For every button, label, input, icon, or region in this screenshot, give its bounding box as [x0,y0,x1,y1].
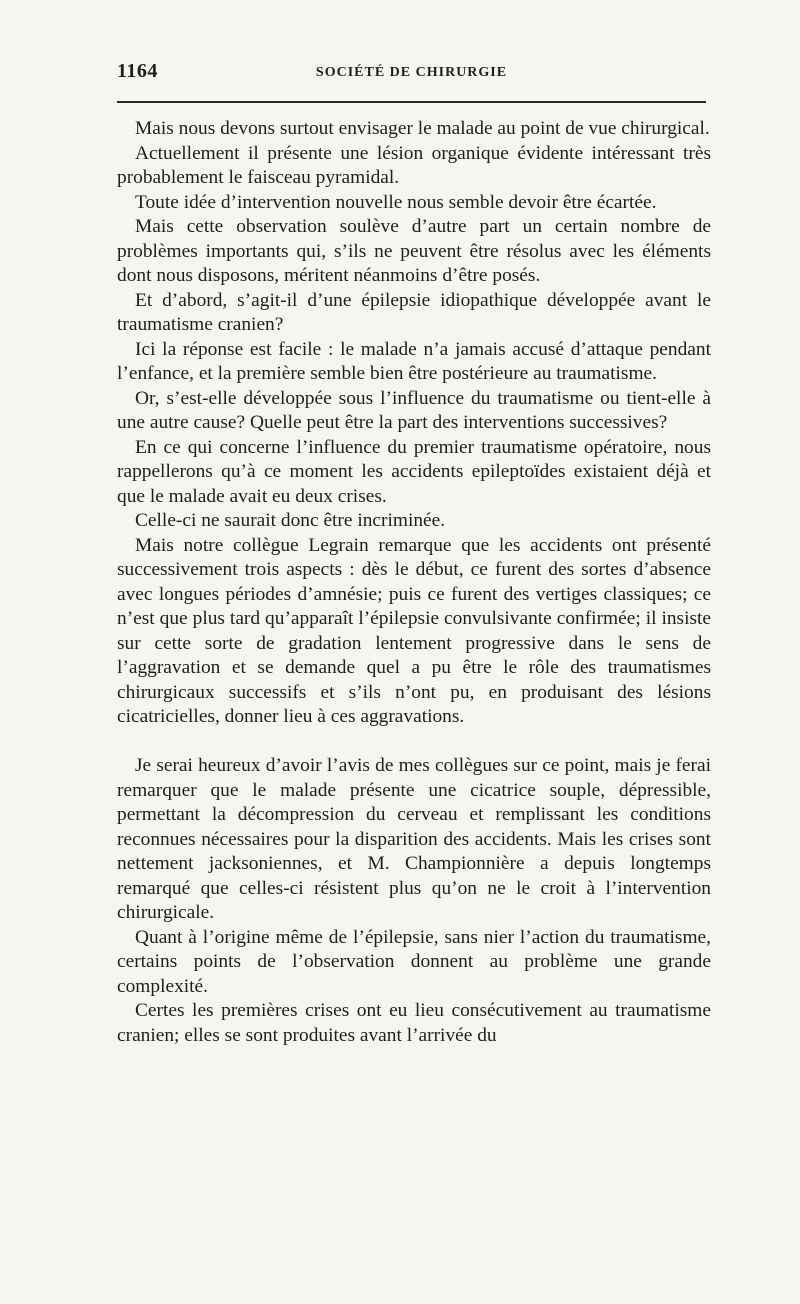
body-text [117,117,711,1048]
paragraph: Celle-ci ne saurait donc être incriminée. [135,510,446,531]
paragraph: Toute idée d’intervention nouvelle nous semble devoir être écartée. [135,191,657,213]
page-number: 1164 [117,60,158,82]
paragraph: Mais nous devons surtout envisager le malade au point de vue chirurgical. [135,118,710,139]
running-title: SOCIÉTÉ DE CHIRURGIE [315,65,508,80]
paragraph: Ici la réponse est facile : le malade n’a jamais accusé d’attaque pendant l’enfance, et la première semble bien être postérieure au traumatisme. [117,338,711,384]
paragraph: Actuellement il présente une lésion organique évidente intéressant très probablement le faisceau pyramidal. [117,142,711,188]
paragraph: Or, s’est-elle développée sous l’influence du traumatisme ou tient-elle à une autre cause? Quelle peut être la part des interventions successives? [117,387,711,433]
paragraph: Mais cette observation soulève d’autre part un certain nombre de problèmes importants qui, s’ils ne peuvent être résolus avec les éléments dont nous disposons, méritent néanmoins d’être posés. [117,216,711,286]
paragraph: Certes les premières crises ont eu lieu consécutivement au traumatisme cranien; elles se sont produites avant l’arrivée du [117,1000,711,1046]
paragraph: Je serai heureux d’avoir l’avis de mes collègues sur ce point, mais je ferai remarquer que le malade présente une cicatrice souple, dépressible, permettant la décompression du cerveau et remplissant les conditions reconnues nécessaires pour la disparition des accidents. Mais les crises sont nettement jacksoniennes, et M. Championnière a depuis longtemps remarqué que celles-ci résistent plus qu’on ne le croit à l’intervention chirurgicale. [117,755,711,923]
page-header [117,58,706,88]
paragraph: En ce qui concerne l’influence du premier traumatisme opératoire, nous rappellerons qu’à ce moment les accidents epileptoïdes existaient déjà et que le malade avait eu deux crises. [117,436,711,507]
paragraph: Quant à l’origine même de l’épilepsie, sans nier l’action du traumatisme, certains points de l’observation donnent au problème une grande complexité. [117,926,711,997]
paragraph: Et d’abord, s’agit-il d’une épilepsie idiopathique développée avant le traumatisme cranien? [117,289,711,335]
header-rule [117,101,706,103]
paragraph: Mais notre collègue Legrain remarque que les accidents ont présenté successivement trois aspects : dès le début, ce furent des sortes d’absence avec longues périodes d’amnésie; puis ce furent des vertiges classiques; ce n’est que plus tard qu’apparaît l’épilepsie convulsivante confirmée; il insiste sur cette sorte de gradation lentement progressive dans le sens de l’aggravation et se demande quel a pu être le rôle des traumatismes chirurgicaux successifs et s’ils n’ont pu, en produisant des lésions cicatricielles, donner lieu à ces aggravations. [117,534,711,727]
